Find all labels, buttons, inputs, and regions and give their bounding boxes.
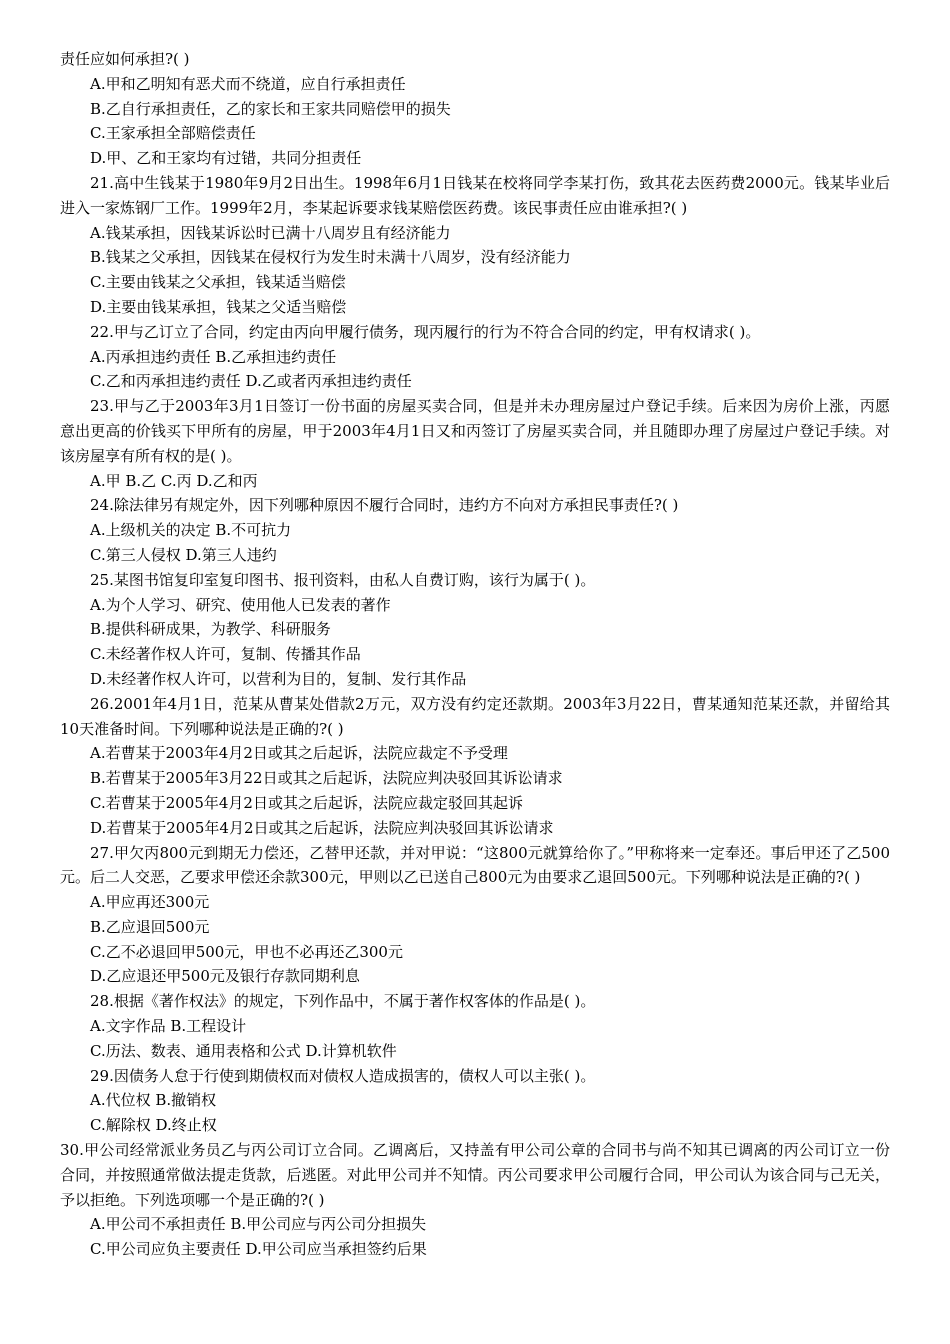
text-line: A.文字作品 B.工程设计 [90,1017,247,1036]
text-line: A.代位权 B.撤销权 [90,1091,217,1110]
text-line: A.甲和乙明知有恶犬而不绕道，应自行承担责任 [90,74,406,93]
text-line: 29.因债务人怠于行使到期债权而对债权人造成损害的，债权人可以主张( )。 [90,1066,596,1085]
text-line: 22.甲与乙订立了合同，约定由丙向甲履行债务，现丙履行的行为不符合合同的约定，甲有权请求( )。 [90,322,761,341]
text-line: B.若曹某于2005年3月22日或其之后起诉，法院应判决驳回其诉讼请求 [90,769,563,788]
text-line: A.甲应再还300元 [90,893,210,912]
text-line: C.乙和丙承担违约责任 D.乙或者丙承担违约责任 [90,372,412,391]
text-line: 24.除法律另有规定外，因下列哪种原因不履行合同时，违约方不向对方承担民事责任?( ) [90,496,679,515]
text-line: A.甲公司不承担责任 B.甲公司应与丙公司分担损失 [90,1215,427,1234]
text-line: C.主要由钱某之父承担，钱某适当赔偿 [90,273,346,292]
text-line: D.主要由钱某承担，钱某之父适当赔偿 [90,297,347,316]
text-line: D.未经著作权人许可，以营利为目的，复制、发行其作品 [90,669,467,688]
text-line: C.第三人侵权 D.第三人违约 [90,545,277,564]
text-line: B.乙应退回500元 [90,917,210,936]
text-line: A.甲 B.乙 C.丙 D.乙和丙 [90,471,258,490]
question-paragraph: 30.甲公司经常派业务员乙与丙公司订立合同。乙调离后，又持盖有甲公司公章的合同书与尚不知其已调离的丙公司订立一份合同，并按照通常做法提走货款，后逃匿。对此甲公司并不知情。丙公司要求甲公司履行合同，甲公司认为该合同与己无关，予以拒绝。下列选项哪一个是正确的?( ) [60,1141,890,1209]
text-line: A.为个人学习、研究、使用他人已发表的著作 [90,595,391,614]
text-line: B.钱某之父承担，因钱某在侵权行为发生时未满十八周岁，没有经济能力 [90,248,571,267]
text-line: A.丙承担违约责任 B.乙承担违约责任 [90,347,337,366]
question-paragraph: 26.2001年4月1日，范某从曹某处借款2万元，双方没有约定还款期。2003年3月22日，曹某通知范某还款，并留给其10天准备时间。下列哪种说法是正确的?( ) [60,694,890,738]
text-line: 25.某图书馆复印室复印图书、报刊资料，由私人自费订购，该行为属于( )。 [90,570,596,589]
question-paragraph: 21.高中生钱某于1980年9月2日出生。1998年6月1日钱某在校将同学李某打伤，致其花去医药费2000元。钱某毕业后进入一家炼钢厂工作。1999年2月，李某起诉要求钱某赔偿医药费。该民事责任应由谁承担?( ) [60,173,890,217]
text-line: C.乙不必退回甲500元，甲也不必再还乙300元 [90,942,403,961]
text-line: D.甲、乙和王家均有过错，共同分担责任 [90,149,362,168]
text-line: 责任应如何承担?( ) [60,50,190,68]
text-line: A.钱某承担，因钱某诉讼时已满十八周岁且有经济能力 [90,223,451,242]
text-line: C.甲公司应负主要责任 D.甲公司应当承担签约后果 [90,1240,427,1259]
text-line: A.若曹某于2003年4月2日或其之后起诉，法院应裁定不予受理 [90,744,508,763]
text-line: D.若曹某于2005年4月2日或其之后起诉，法院应判决驳回其诉讼请求 [90,818,554,837]
question-paragraph: 23.甲与乙于2003年3月1日签订一份书面的房屋买卖合同，但是并未办理房屋过户登记手续。后来因为房价上涨，丙愿意出更高的价钱买下甲所有的房屋，甲于2003年4月1日又和丙签订了房屋买卖合同，并且随即办理了房屋过户登记手续。对该房屋享有所有权的是( )。 [60,397,890,465]
text-line: B.乙自行承担责任，乙的家长和王家共同赔偿甲的损失 [90,99,451,118]
text-line: 28.根据《著作权法》的规定，下列作品中，不属于著作权客体的作品是( )。 [90,992,596,1011]
text-line: A.上级机关的决定 B.不可抗力 [90,521,292,540]
text-line: C.历法、数表、通用表格和公式 D.计算机软件 [90,1041,397,1060]
text-line: B.提供科研成果，为教学、科研服务 [90,620,331,639]
text-line: C.解除权 D.终止权 [90,1116,217,1135]
text-line: D.乙应退还甲500元及银行存款同期利息 [90,967,360,986]
text-line: C.王家承担全部赔偿责任 [90,124,256,143]
question-paragraph: 27.甲欠丙800元到期无力偿还，乙替甲还款，并对甲说：“这800元就算给你了。”甲称将来一定奉还。事后甲还了乙500元。后二人交恶，乙要求甲偿还余款300元，甲则以乙已送自己800元为由要求乙退回500元。下列哪种说法是正确的?( ) [60,843,890,887]
text-line: C.若曹某于2005年4月2日或其之后起诉，法院应裁定驳回其起诉 [90,793,523,812]
text-line: C.未经著作权人许可，复制、传播其作品 [90,645,361,664]
